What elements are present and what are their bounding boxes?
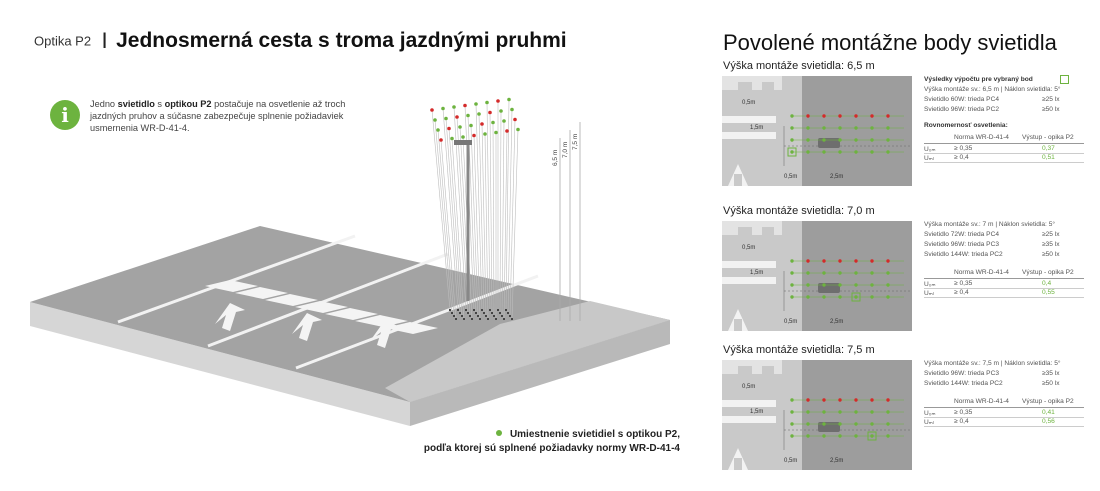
table-divider	[924, 426, 1084, 427]
ground-marker	[481, 309, 483, 311]
norm-value: ≥ 0,4	[954, 154, 969, 161]
green-point	[790, 434, 793, 437]
car-icon	[818, 422, 840, 432]
green-point	[441, 107, 445, 111]
green-point	[452, 105, 456, 109]
green-point	[838, 138, 841, 141]
green-point	[510, 108, 514, 112]
dimension-label: 2,5m	[830, 319, 844, 325]
dimension-label: 0,5m	[742, 100, 756, 106]
uniformity-symbol: Uₘₗ	[924, 155, 934, 162]
legend	[380, 428, 680, 456]
red-point	[488, 111, 492, 115]
red-point	[870, 398, 873, 401]
plan-crossing-stripe	[722, 261, 776, 268]
uniformity-symbol: U₀ₘ	[924, 410, 936, 417]
green-point	[822, 150, 825, 153]
ground-marker	[455, 318, 457, 320]
selected-point-legend-icon	[1060, 75, 1069, 84]
mounting-params: Výška montáže sv.: 6,5 m | Náklon svietidla: 5°	[924, 86, 1061, 93]
green-point	[516, 128, 520, 132]
mounting-points-title: Povolené montážne body svietidla	[723, 30, 1057, 55]
red-point	[439, 138, 443, 142]
green-point	[886, 283, 889, 286]
luminaire-class-row: Svietidlo 60W: trieda PC4 ≥25 lx	[924, 96, 1060, 103]
green-point	[886, 150, 889, 153]
page-header	[34, 28, 567, 58]
red-point	[822, 259, 825, 262]
illuminance-value: ≥25 lx	[1042, 231, 1060, 238]
ground-marker	[479, 318, 481, 320]
norm-column-header: Norma WR-D-41-4	[954, 134, 1009, 141]
green-point	[790, 410, 793, 413]
norm-column-header: Norma WR-D-41-4	[954, 269, 1009, 276]
ground-marker	[487, 318, 489, 320]
green-point	[854, 138, 857, 141]
green-point	[854, 271, 857, 274]
green-point	[806, 150, 809, 153]
plan-view-diagram	[722, 221, 912, 331]
dimension-label: 0,5m	[784, 458, 798, 464]
green-point	[790, 398, 793, 401]
plan-road	[802, 76, 912, 186]
green-point	[838, 295, 841, 298]
height-label: 6,5 m	[552, 149, 559, 166]
ground-marker	[465, 309, 467, 311]
green-point	[806, 271, 809, 274]
green-point	[477, 112, 481, 116]
page-title: Jednosmerná cesta s troma jazdnými pruhmi	[116, 29, 567, 52]
plan-crossing-stripe	[722, 132, 776, 139]
norm-value: ≥ 0,35	[954, 280, 973, 287]
green-point	[870, 422, 873, 425]
luminaire-class-row: Svietidlo 72W: trieda PC4 ≥25 lx	[924, 231, 1060, 238]
red-point	[854, 259, 857, 262]
mounting-params: Výška montáže sv.: 7 m | Náklon svietidla: 5°	[924, 221, 1056, 228]
green-point	[461, 135, 465, 139]
ground-marker	[501, 315, 503, 317]
green-point	[886, 410, 889, 413]
dimension-label: 2,5m	[830, 174, 844, 180]
green-point	[790, 295, 793, 298]
green-point	[822, 434, 825, 437]
green-point	[444, 117, 448, 121]
legend-line-2: podľa ktorej sú splnené požiadavky normy WR-D-41-4	[423, 443, 680, 454]
red-point	[472, 134, 476, 138]
panel-heading: Výška montáže svietidla: 6,5 m	[723, 60, 875, 72]
dimension-label: 1,5m	[750, 270, 764, 276]
green-point	[870, 283, 873, 286]
red-point	[480, 122, 484, 126]
red-point	[806, 259, 809, 262]
illuminance-value: ≥50 lx	[1042, 106, 1060, 113]
height-label: 7,0 m	[562, 141, 569, 158]
ground-marker	[493, 315, 495, 317]
red-point	[806, 114, 809, 117]
green-point	[433, 118, 437, 122]
output-column-header: Výstup - opika P2	[1022, 269, 1074, 276]
car-icon	[818, 283, 840, 293]
green-point	[790, 422, 793, 425]
optics-label: Optika P2	[34, 33, 92, 49]
legend-line-1	[380, 428, 680, 442]
illuminance-value: ≥50 lx	[1042, 380, 1060, 387]
green-point	[790, 150, 793, 153]
green-point	[507, 98, 511, 102]
table-divider	[924, 162, 1084, 163]
output-value: 0,55	[1042, 289, 1055, 296]
panel-heading: Výška montáže svietidla: 7,0 m	[723, 205, 875, 217]
green-point	[870, 434, 873, 437]
ground-marker	[449, 309, 451, 311]
table-divider	[924, 278, 1084, 279]
red-point	[886, 114, 889, 117]
red-point	[496, 99, 500, 103]
red-point	[513, 118, 517, 122]
green-point	[502, 119, 506, 123]
plan-road	[802, 221, 912, 331]
luminaire-class-row: Svietidlo 144W: trieda PC2 ≥50 lx	[924, 380, 1060, 387]
ground-marker	[505, 309, 507, 311]
road-scene-illustration	[30, 96, 670, 426]
red-point	[854, 114, 857, 117]
green-point	[822, 422, 825, 425]
output-column-header: Výstup - opika P2	[1022, 134, 1074, 141]
table-divider	[924, 297, 1084, 298]
red-point	[870, 259, 873, 262]
table-divider	[924, 407, 1084, 408]
red-point	[505, 129, 509, 133]
green-point	[436, 128, 440, 132]
green-point	[886, 126, 889, 129]
info-text-part: postačuje na osvetlenie až troch jazdných pruhov a súčasne zabezpečuje splnenie požiadaviek usmernenia WR-D-41-4.	[90, 99, 346, 133]
green-point	[790, 126, 793, 129]
green-point	[483, 132, 487, 136]
luminaire-class-row: Svietidlo 144W: trieda PC2 ≥50 lx	[924, 251, 1060, 258]
ground-marker	[467, 312, 469, 314]
illuminance-value: ≥25 lx	[1042, 96, 1060, 103]
output-value: 0,41	[1042, 409, 1055, 416]
red-point	[886, 398, 889, 401]
green-point	[886, 422, 889, 425]
green-point	[822, 410, 825, 413]
green-point	[499, 109, 503, 113]
ground-marker	[495, 318, 497, 320]
uniformity-symbol: Uₘₗ	[924, 290, 934, 297]
ground-marker	[461, 315, 463, 317]
dimension-label: 1,5m	[750, 125, 764, 131]
ground-marker	[497, 309, 499, 311]
ground-marker	[483, 312, 485, 314]
green-point	[854, 150, 857, 153]
green-point	[806, 295, 809, 298]
green-point	[870, 150, 873, 153]
green-point	[494, 131, 498, 135]
green-point	[854, 283, 857, 286]
green-point	[450, 137, 454, 141]
ground-marker	[471, 318, 473, 320]
output-value: 0,51	[1042, 154, 1055, 161]
luminaire-class-row: Svietidlo 96W: trieda PC2 ≥50 lx	[924, 106, 1060, 113]
car-icon	[818, 138, 840, 148]
green-point	[822, 271, 825, 274]
table-divider	[924, 153, 1084, 154]
ground-marker	[453, 315, 455, 317]
luminaire-class-row: Svietidlo 96W: trieda PC3 ≥35 lx	[924, 370, 1060, 377]
red-point	[806, 398, 809, 401]
plan-view-diagram	[722, 360, 912, 470]
dimension-label: 2,5m	[830, 458, 844, 464]
illuminance-value: ≥35 lx	[1042, 370, 1060, 377]
info-text-luminaire: svietidlo	[117, 99, 155, 109]
green-point	[870, 126, 873, 129]
green-point	[806, 283, 809, 286]
green-point	[838, 126, 841, 129]
red-point	[455, 115, 459, 119]
uniformity-symbol: Uₘₗ	[924, 419, 934, 426]
ground-marker	[511, 318, 513, 320]
green-point	[886, 434, 889, 437]
red-point	[463, 104, 467, 108]
ground-marker	[463, 318, 465, 320]
luminaire-class-row: Svietidlo 96W: trieda PC3 ≥35 lx	[924, 241, 1060, 248]
norm-value: ≥ 0,4	[954, 289, 969, 296]
title-separator: I	[101, 28, 108, 53]
panel-heading: Výška montáže svietidla: 7,5 m	[723, 344, 875, 356]
red-point	[822, 114, 825, 117]
green-point	[886, 295, 889, 298]
red-point	[447, 127, 451, 131]
table-divider	[924, 417, 1084, 418]
plan-crossing-stripe	[722, 400, 776, 407]
ground-marker	[469, 315, 471, 317]
ground-marker	[473, 309, 475, 311]
ground-marker	[489, 309, 491, 311]
green-point	[806, 422, 809, 425]
green-point	[838, 150, 841, 153]
green-point	[838, 422, 841, 425]
ground-marker	[507, 312, 509, 314]
green-point	[822, 126, 825, 129]
dimension-label: 1,5m	[750, 409, 764, 415]
red-point	[838, 259, 841, 262]
norm-value: ≥ 0,4	[954, 418, 969, 425]
green-point	[806, 126, 809, 129]
output-value: 0,4	[1042, 280, 1052, 287]
green-point	[854, 295, 857, 298]
ground-marker	[503, 318, 505, 320]
plan-crossing-stripe	[722, 416, 776, 423]
green-point	[822, 283, 825, 286]
plan-road	[802, 360, 912, 470]
green-point	[491, 121, 495, 125]
green-point	[870, 271, 873, 274]
output-value: 0,37	[1042, 145, 1055, 152]
green-point	[474, 102, 478, 106]
dimension-label: 0,5m	[742, 245, 756, 251]
green-point	[790, 271, 793, 274]
illuminance-value: ≥35 lx	[1042, 241, 1060, 248]
green-point	[790, 138, 793, 141]
plan-crossing-stripe	[722, 277, 776, 284]
green-point	[838, 410, 841, 413]
plan-crossing-stripe	[722, 116, 776, 123]
ground-marker	[475, 312, 477, 314]
ground-marker	[485, 315, 487, 317]
info-text-part: s	[154, 99, 165, 109]
green-point	[469, 124, 473, 128]
info-icon: i	[50, 100, 80, 130]
ground-marker	[451, 312, 453, 314]
green-point	[458, 125, 462, 129]
output-column-header: Výstup - opika P2	[1022, 398, 1074, 405]
ground-marker	[459, 312, 461, 314]
info-text-optics: optikou P2	[164, 99, 212, 109]
green-point	[838, 271, 841, 274]
green-point	[838, 434, 841, 437]
red-point	[822, 398, 825, 401]
green-point	[822, 138, 825, 141]
green-point	[886, 271, 889, 274]
legend-text: Umiestnenie svietidiel s optikou P2,	[509, 429, 680, 440]
green-point	[466, 114, 470, 118]
green-point	[854, 126, 857, 129]
dimension-label: 0,5m	[742, 384, 756, 390]
green-point	[806, 434, 809, 437]
plan-view-diagram	[722, 76, 912, 186]
green-point	[790, 283, 793, 286]
ground-marker	[477, 315, 479, 317]
green-point	[854, 434, 857, 437]
ground-marker	[499, 312, 501, 314]
green-point	[485, 101, 489, 105]
green-point	[870, 410, 873, 413]
green-dot-icon	[496, 430, 502, 436]
table-divider	[924, 143, 1084, 144]
red-point	[430, 108, 434, 112]
info-text-part: Jedno	[90, 99, 118, 109]
results-heading: Výsledky výpočtu pre vybraný bod	[924, 76, 1033, 83]
dimension-label: 0,5m	[784, 174, 798, 180]
norm-value: ≥ 0,35	[954, 145, 973, 152]
green-point	[854, 422, 857, 425]
green-point	[790, 259, 793, 262]
ground-marker	[491, 312, 493, 314]
green-point	[870, 295, 873, 298]
green-point	[806, 410, 809, 413]
uniformity-symbol: U₀ₘ	[924, 146, 936, 153]
ground-marker	[457, 309, 459, 311]
green-point	[870, 138, 873, 141]
green-point	[886, 138, 889, 141]
green-point	[806, 138, 809, 141]
uniformity-heading: Rovnomernosť osvetlenia:	[924, 122, 1008, 129]
norm-value: ≥ 0,35	[954, 409, 973, 416]
green-point	[854, 410, 857, 413]
uniformity-symbol: U₀ₘ	[924, 281, 936, 288]
dimension-label: 0,5m	[784, 319, 798, 325]
red-point	[886, 259, 889, 262]
red-point	[854, 398, 857, 401]
height-label: 7,5 m	[572, 133, 579, 150]
ground-marker	[509, 315, 511, 317]
red-point	[838, 114, 841, 117]
output-value: 0,56	[1042, 418, 1055, 425]
green-point	[822, 295, 825, 298]
mounting-params: Výška montáže sv.: 7,5 m | Náklon svietidla: 5°	[924, 360, 1061, 367]
norm-column-header: Norma WR-D-41-4	[954, 398, 1009, 405]
illuminance-value: ≥50 lx	[1042, 251, 1060, 258]
luminaire-head	[454, 140, 472, 145]
table-divider	[924, 288, 1084, 289]
green-point	[838, 283, 841, 286]
green-point	[790, 114, 793, 117]
red-point	[838, 398, 841, 401]
red-point	[870, 114, 873, 117]
